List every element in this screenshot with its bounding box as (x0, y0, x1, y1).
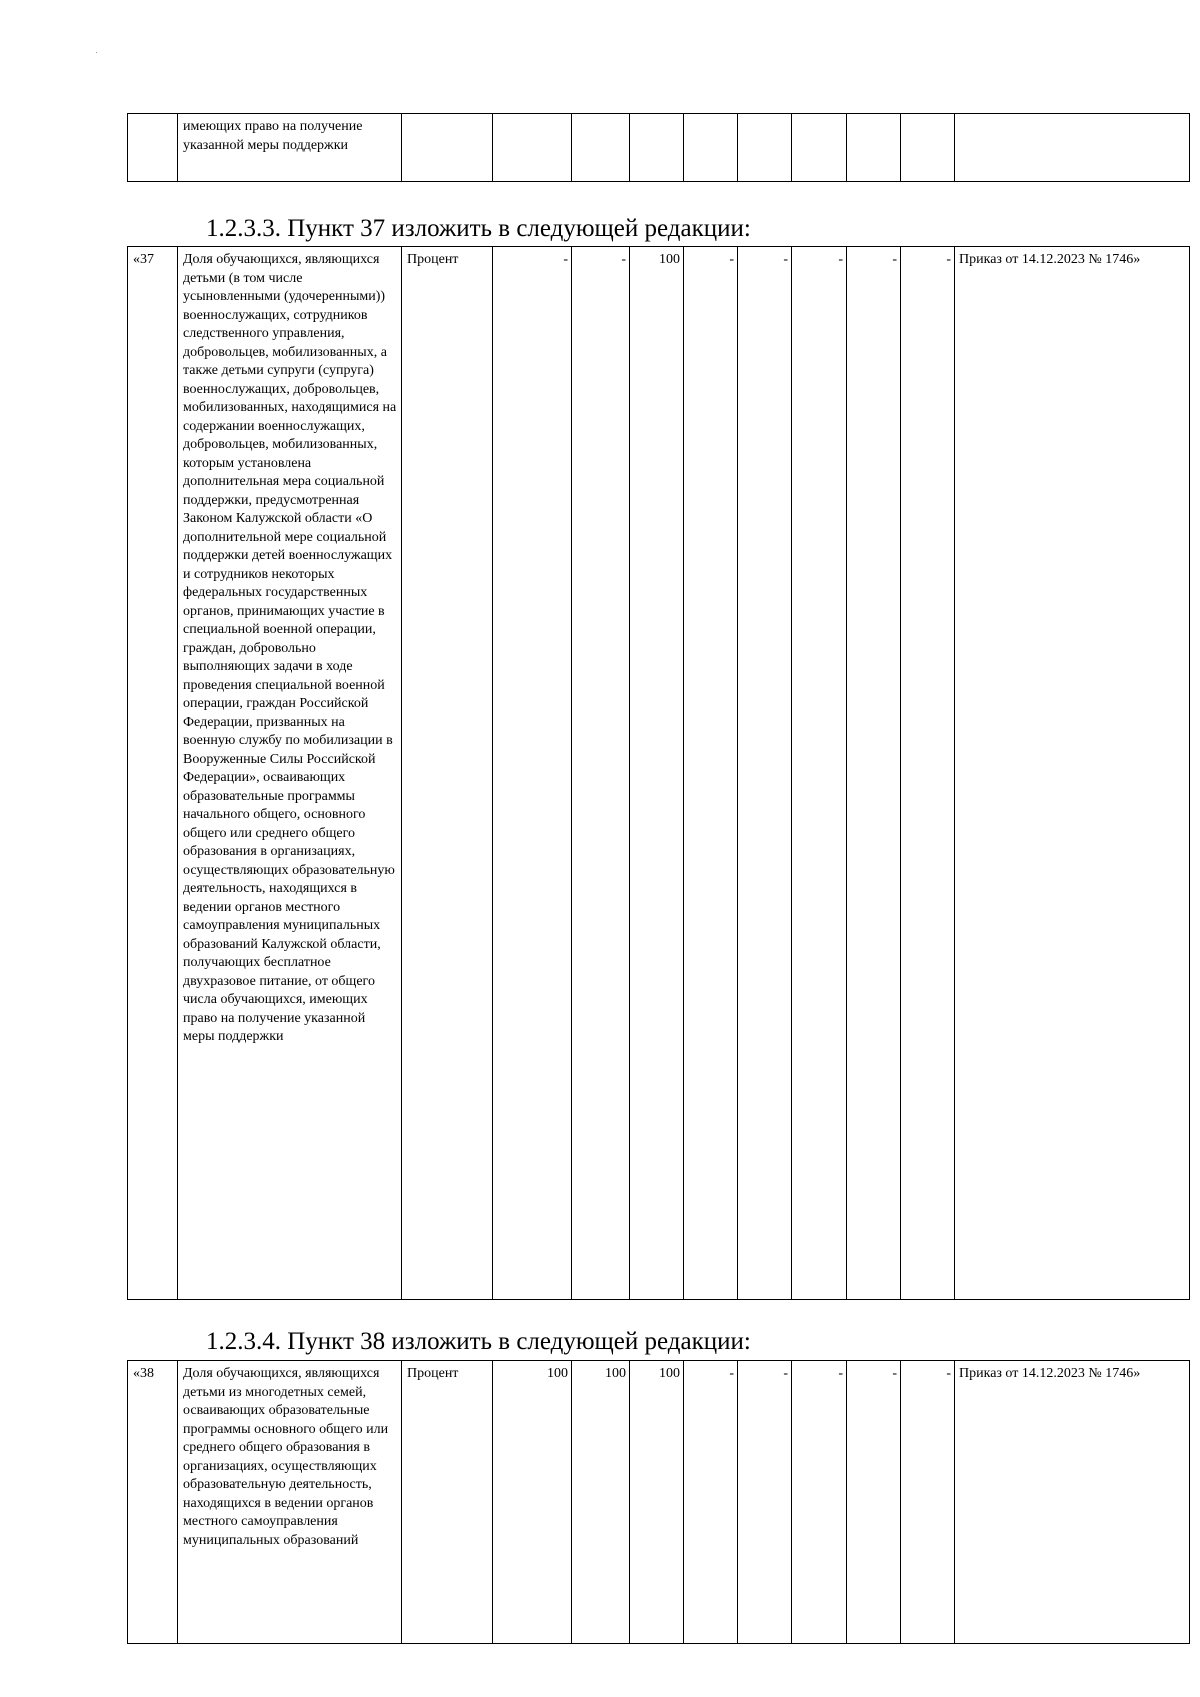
unit-cell: Процент (402, 247, 493, 1300)
table-row (128, 1361, 1190, 1644)
value-cell (738, 114, 792, 182)
value-cell (630, 114, 684, 182)
description-cell: имеющих право на получение указанной меры поддержки (178, 114, 402, 182)
value-cell (792, 114, 847, 182)
value-cell (684, 114, 738, 182)
value-cell: - (792, 247, 847, 1300)
section-heading-38: 1.2.3.4. Пункт 38 изложить в следующей редакции: (206, 1328, 751, 1355)
table-row (128, 247, 1190, 1300)
source-cell: Приказ от 14.12.2023 № 1746» (955, 1361, 1190, 1644)
scan-artifact-dot (96, 52, 97, 53)
value-cell: - (572, 247, 630, 1300)
value-cell: 100 (630, 1361, 684, 1644)
value-cell: - (792, 1361, 847, 1644)
row-number-cell: «37 (128, 247, 178, 1300)
value-cell (847, 114, 901, 182)
item-37-table (127, 246, 1190, 1300)
continuation-table (127, 113, 1190, 182)
section-heading-37: 1.2.3.3. Пункт 37 изложить в следующей редакции: (206, 215, 751, 242)
source-cell: Приказ от 14.12.2023 № 1746» (955, 247, 1190, 1300)
description-cell: Доля обучающихся, являющихся детьми из многодетных семей, осваивающих образовательные программы основного общего или среднего общего образования в организациях, осуществляющих образовательную деятельность, находящихся в ведении органов местного самоуправления муниципальных образований (178, 1361, 402, 1644)
source-cell (955, 114, 1190, 182)
value-cell: - (901, 1361, 955, 1644)
unit-cell: Процент (402, 1361, 493, 1644)
row-number-cell: «38 (128, 1361, 178, 1644)
value-cell: - (684, 247, 738, 1300)
value-cell: - (738, 247, 792, 1300)
description-cell: Доля обучающихся, являющихся детьми (в том числе усыновленными (удочеренными)) военнослужащих, сотрудников следственного управления, добровольцев, мобилизованных, а также детьми супруги (супруга) военнослужащих, добровольцев, мобилизованных, находящимися на содержании военнослужащих, добровольцев, мобилизованных, которым установлена дополнительная мера социальной поддержки, предусмотренная Законом Калужской области «О дополнительной мере социальной поддержки детей военнослужащих и сотрудников некоторых федеральных государственных органов, принимающих участие в специальной военной операции, граждан, добровольно выполняющих задачи в ходе проведения специальной военной операции, граждан Российской Федерации, призванных на военную службу по мобилизации в Вооруженные Силы Российской Федерации», осваивающих образовательные программы начального общего, основного общего или среднего общего образования в организациях, осуществляющих образовательную деятельность, находящихся в ведении органов местного самоуправления муниципальных образований Калужской области, получающих бесплатное двухразовое питание, от общего числа обучающихся, имеющих право на получение указанной меры поддержки (178, 247, 402, 1300)
value-cell: 100 (572, 1361, 630, 1644)
value-cell: - (847, 1361, 901, 1644)
value-cell: - (493, 247, 572, 1300)
value-cell: - (738, 1361, 792, 1644)
value-cell: 100 (630, 247, 684, 1300)
value-cell: - (847, 247, 901, 1300)
value-cell (572, 114, 630, 182)
unit-cell (402, 114, 493, 182)
value-cell: - (901, 247, 955, 1300)
value-cell (493, 114, 572, 182)
value-cell: - (684, 1361, 738, 1644)
item-38-table (127, 1360, 1190, 1644)
value-cell: 100 (493, 1361, 572, 1644)
row-number-cell (128, 114, 178, 182)
value-cell (901, 114, 955, 182)
table-row (128, 114, 1190, 182)
